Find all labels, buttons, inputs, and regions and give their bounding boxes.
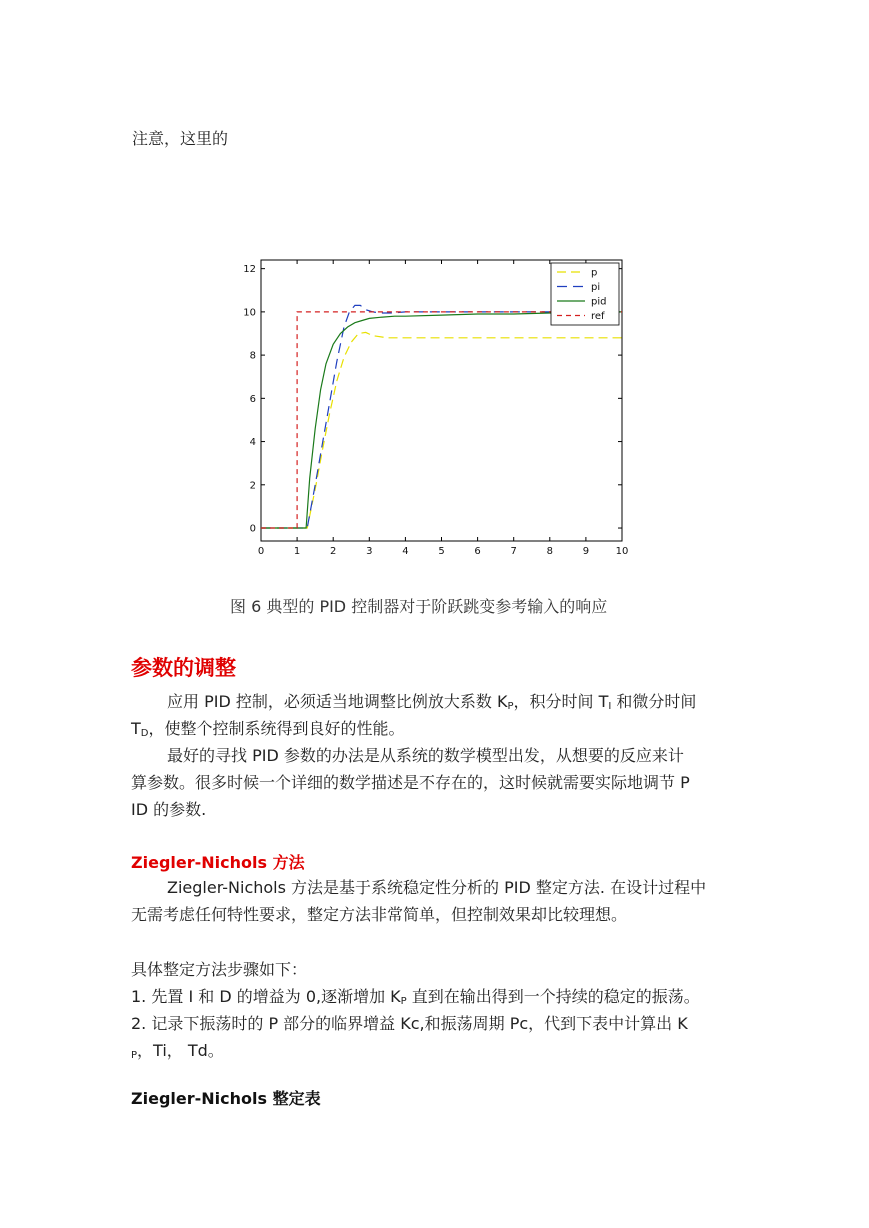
y-tick-label: 8 (249, 350, 256, 362)
y-tick-label: 12 (243, 264, 256, 276)
legend-label-pid: pid (591, 296, 607, 308)
y-tick-label: 6 (249, 393, 256, 405)
x-tick-label: 5 (438, 546, 445, 557)
section-p1-line2: $T_D$，使整个控制系统得到良好的性能。 (131, 719, 405, 739)
zn-step-2-line2: $_P$，Ti， Td。 (131, 1041, 224, 1061)
x-tick-label: 0 (257, 546, 265, 557)
x-tick-label: 8 (546, 546, 553, 557)
y-tick-label: 2 (249, 480, 256, 492)
zn-p1-line1: Ziegler-Nichols 方法是基于系统稳定性分析的 PID 整定方法. 在设计过程中 (167, 878, 707, 897)
section-p2-line1: 最好的寻找 PID 参数的办法是从系统的数学模型出发，从想要的反应来计 (167, 746, 684, 765)
x-tick-label: 3 (366, 546, 373, 557)
zn-p1-line2: 无需考虑任何特性要求，整定方法非常简单，但控制效果却比较理想。 (131, 905, 628, 924)
zn-step-1: 1. 先置 I 和 D 的增益为 0,逐渐增加 $K_P$ 直到在输出得到一个持续的稳定的振荡。 (131, 987, 700, 1007)
section-p2-line3: ID 的参数. (131, 800, 207, 819)
zn-steps-intro: 具体整定方法步骤如下： (131, 960, 308, 979)
section-title: 参数的调整 (131, 656, 236, 680)
y-tick-label: 4 (249, 437, 256, 449)
x-tick-label: 2 (330, 546, 337, 557)
legend-label-ref: ref (591, 311, 605, 322)
figure-caption: 图 6 典型的 PID 控制器对于阶跃跳变参考输入的响应 (230, 597, 608, 616)
x-tick-label: 7 (510, 546, 517, 557)
section-p1-line1: 应用 PID 控制，必须适当地调整比例放大系数 $K_P$，积分时间 $T_I$ 和微分时间 (167, 692, 697, 712)
legend-label-pi: pi (591, 282, 601, 293)
y-tick-label: 0 (249, 523, 256, 535)
x-tick-label: 1 (293, 546, 301, 557)
legend-label-p: p (591, 267, 598, 279)
x-tick-label: 6 (474, 546, 481, 557)
x-tick-label: 4 (402, 546, 409, 557)
x-tick-label: 9 (582, 546, 590, 557)
zn-table-title: Ziegler-Nichols 整定表 (131, 1089, 321, 1108)
zn-title: Ziegler-Nichols 方法 (131, 853, 305, 872)
step-response-chart (232, 252, 632, 572)
section-p2-line2: 算参数。很多时候一个详细的数学描述是不存在的，这时候就需要实际地调节 P (131, 773, 690, 792)
zn-step-2-line1: 2. 记录下振荡时的 P 部分的临界增益 Kc,和振荡周期 Pc，代到下表中计算出 K (131, 1014, 688, 1033)
y-tick-label: 10 (243, 307, 256, 319)
x-tick-label: 10 (615, 546, 629, 557)
intro-text: 注意，这里的 (132, 129, 229, 148)
